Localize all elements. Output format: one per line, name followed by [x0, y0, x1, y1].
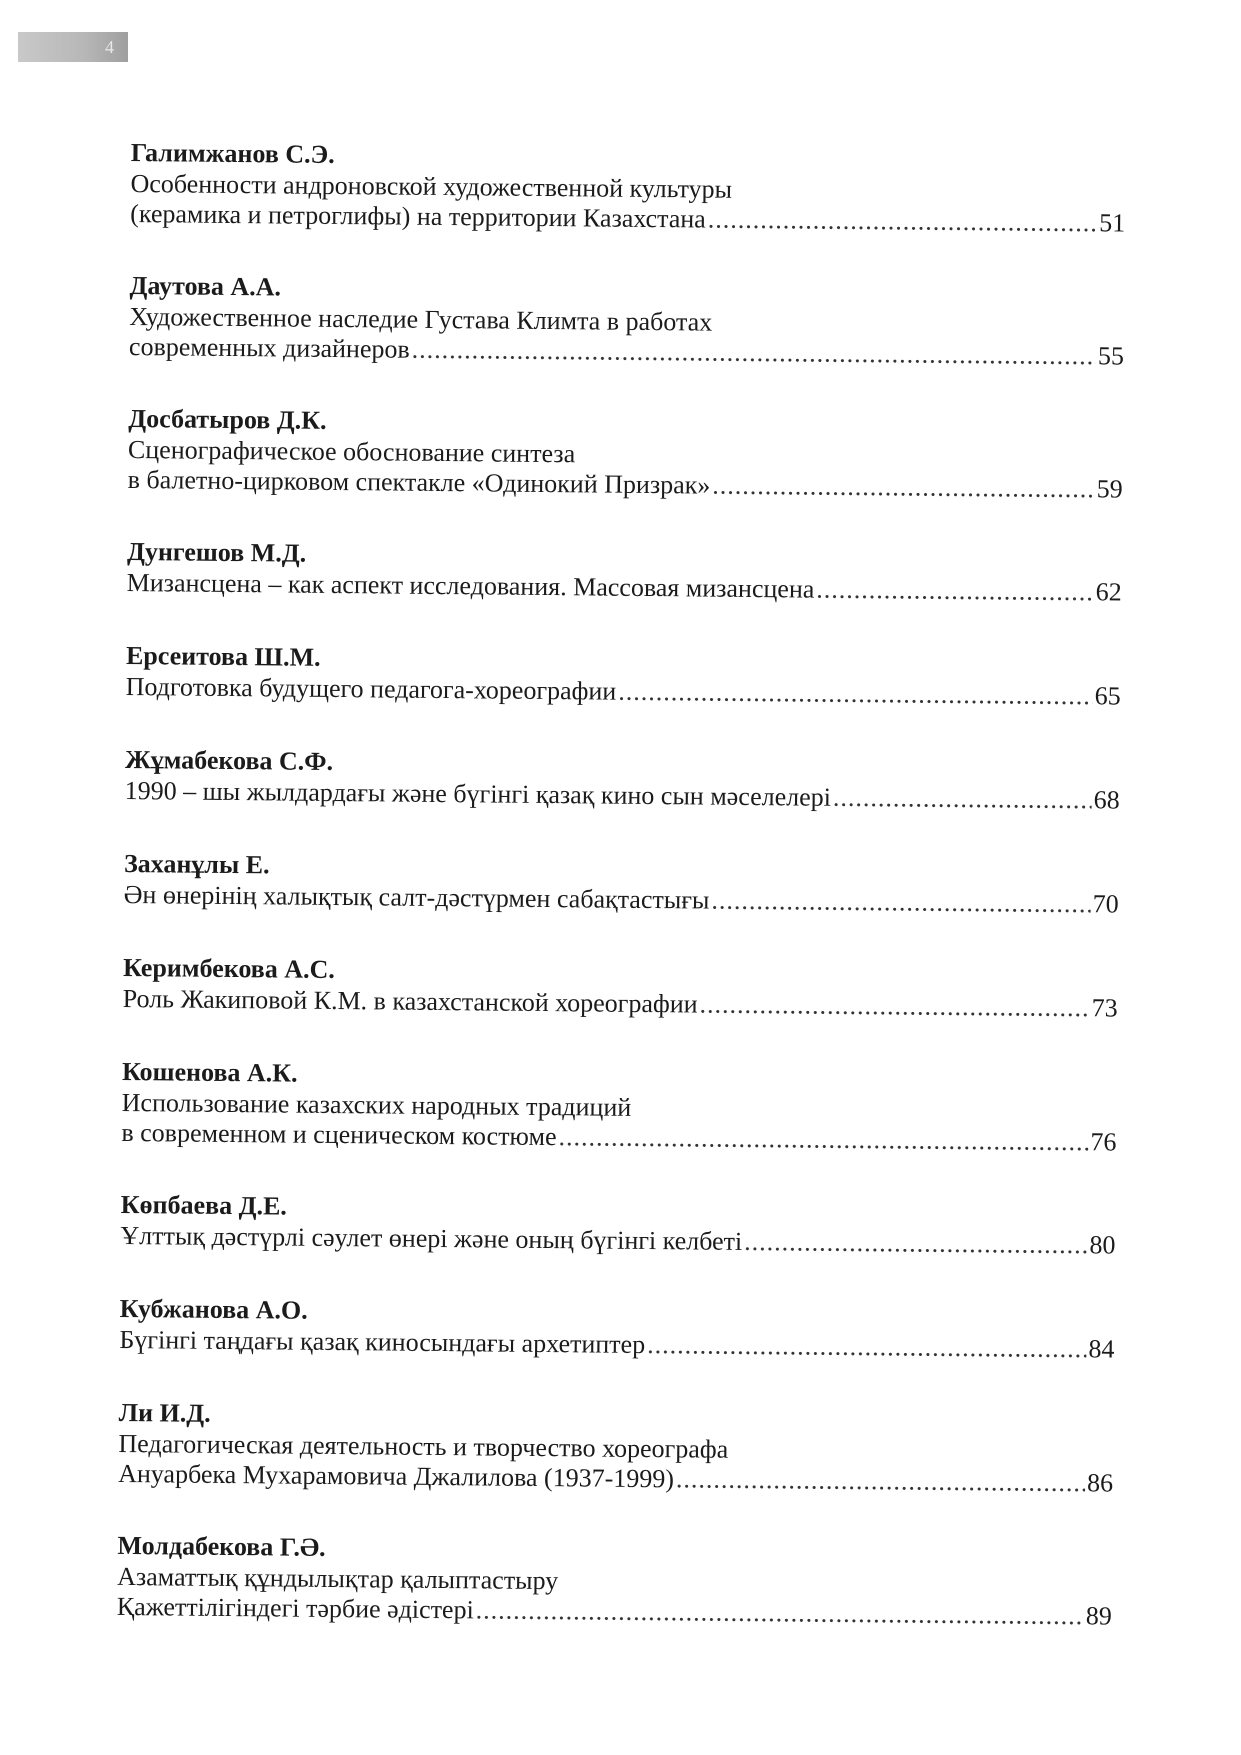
entry-page-number: 80 — [1089, 1230, 1116, 1260]
entry-title-text: Ұлттық дәстүрлі сәулет өнері және оның бүгінгі келбеті — [120, 1220, 743, 1256]
entry-title-line: Сценографическое обоснование синтеза — [127, 434, 576, 469]
entry-title-text: 1990 – шы жылдардағы және бүгінгі қазақ кино сын мәселелері — [124, 775, 832, 812]
entry-title-text: Мизансцена – как аспект исследования. Массовая мизансцена — [126, 567, 815, 604]
page-number-tab — [18, 32, 128, 62]
toc-entry — [124, 744, 1120, 858]
dot-leader — [647, 1330, 1087, 1364]
entry-page-number: 68 — [1093, 785, 1120, 815]
toc-entry — [128, 270, 1124, 413]
entry-title-text: Бүгінгі таңдағы қазақ киносындағы архетиптер — [119, 1324, 646, 1359]
dot-leader — [712, 471, 1095, 505]
entry-title-line: Азаматтық құндылықтар қалыптастыру — [117, 1561, 559, 1596]
toc-entry — [122, 952, 1118, 1066]
entry-title-text: Роль Жакиповой К.М. в казахстанской хореографии — [122, 983, 698, 1019]
entry-page-number: 76 — [1090, 1127, 1117, 1157]
dot-leader — [558, 1122, 1088, 1157]
entry-title-text: в балетно-цирковом спектакле «Одинокий Призрак» — [127, 464, 711, 500]
dot-leader — [816, 575, 1094, 608]
toc-entry — [116, 1530, 1112, 1673]
table-of-contents — [116, 137, 1126, 1672]
toc-entry — [126, 536, 1122, 650]
entry-author: Молдабекова Г.Ә. — [117, 1530, 326, 1562]
entry-author: Ерсеитова Ш.М. — [125, 640, 321, 672]
dot-leader — [833, 783, 1092, 815]
dot-leader — [744, 1227, 1087, 1260]
entry-title-line: Художественное наследие Густава Климта в работах — [129, 301, 713, 337]
entry-title-text: в современном и сценическом костюме — [121, 1117, 557, 1152]
entry-title-text: Ануарбека Мухарамовича Джалилова (1937-1999) — [118, 1458, 675, 1494]
entry-author: Көпбаева Д.Е. — [120, 1189, 288, 1221]
dot-leader — [699, 989, 1089, 1023]
entry-author: Жұмабекова С.Ф. — [124, 744, 334, 776]
entry-title-line: Особенности андроновской художественной культуры — [130, 168, 733, 204]
dot-leader — [618, 677, 1093, 712]
toc-entry — [119, 1293, 1115, 1407]
entry-page-number: 73 — [1091, 993, 1118, 1023]
dot-leader — [676, 1464, 1085, 1498]
entry-author: Заханұлы Е. — [123, 848, 270, 880]
dot-leader — [412, 335, 1097, 372]
dot-leader — [711, 886, 1091, 920]
entry-author: Досбатыров Д.К. — [128, 403, 327, 435]
entry-page-number: 55 — [1097, 341, 1125, 371]
entry-title-line: Педагогическая деятельность и творчество хореографа — [118, 1428, 729, 1464]
entry-page-number: 59 — [1096, 474, 1123, 504]
entry-title-line: Использование казахских народных традиций — [121, 1087, 632, 1122]
entry-author: Кошенова А.К. — [121, 1056, 298, 1088]
entry-page-number: 86 — [1086, 1468, 1114, 1498]
toc-entry — [127, 403, 1123, 546]
entry-author: Кубжанова А.О. — [119, 1293, 308, 1325]
page-number: 4 — [105, 37, 114, 57]
entry-page-number: 62 — [1095, 577, 1122, 607]
entry-page-number: 51 — [1099, 208, 1126, 238]
entry-author: Дунгешов М.Д. — [126, 536, 307, 568]
entry-title-text: Ән өнерінің халықтық салт-дәстүрмен сабақтастығы — [123, 879, 710, 915]
toc-entry — [125, 640, 1121, 754]
entry-author: Галимжанов С.Э. — [130, 137, 335, 169]
toc-entry — [121, 1056, 1117, 1199]
entry-author: Керимбекова А.С. — [122, 952, 336, 984]
entry-title-text: Қажеттілігіндегі тәрбие әдістері — [116, 1591, 474, 1625]
entry-page-number: 65 — [1094, 681, 1121, 711]
entry-page-number: 70 — [1092, 889, 1119, 919]
entry-title-text: Подготовка будущего педагога-хореографии — [125, 671, 617, 706]
toc-entry — [130, 137, 1126, 280]
toc-entry — [123, 848, 1119, 962]
toc-entry — [118, 1397, 1114, 1540]
dot-leader — [476, 1595, 1084, 1631]
entry-title-text: современных дизайнеров — [128, 331, 410, 364]
dot-leader — [708, 205, 1098, 239]
entry-title-text: (керамика и петроглифы) на территории Казахстана — [130, 198, 706, 234]
entry-page-number: 89 — [1085, 1601, 1112, 1631]
entry-page-number: 84 — [1088, 1334, 1115, 1364]
entry-author: Даутова А.А. — [129, 270, 282, 302]
entry-author: Ли И.Д. — [118, 1397, 211, 1428]
toc-entry — [120, 1189, 1116, 1303]
